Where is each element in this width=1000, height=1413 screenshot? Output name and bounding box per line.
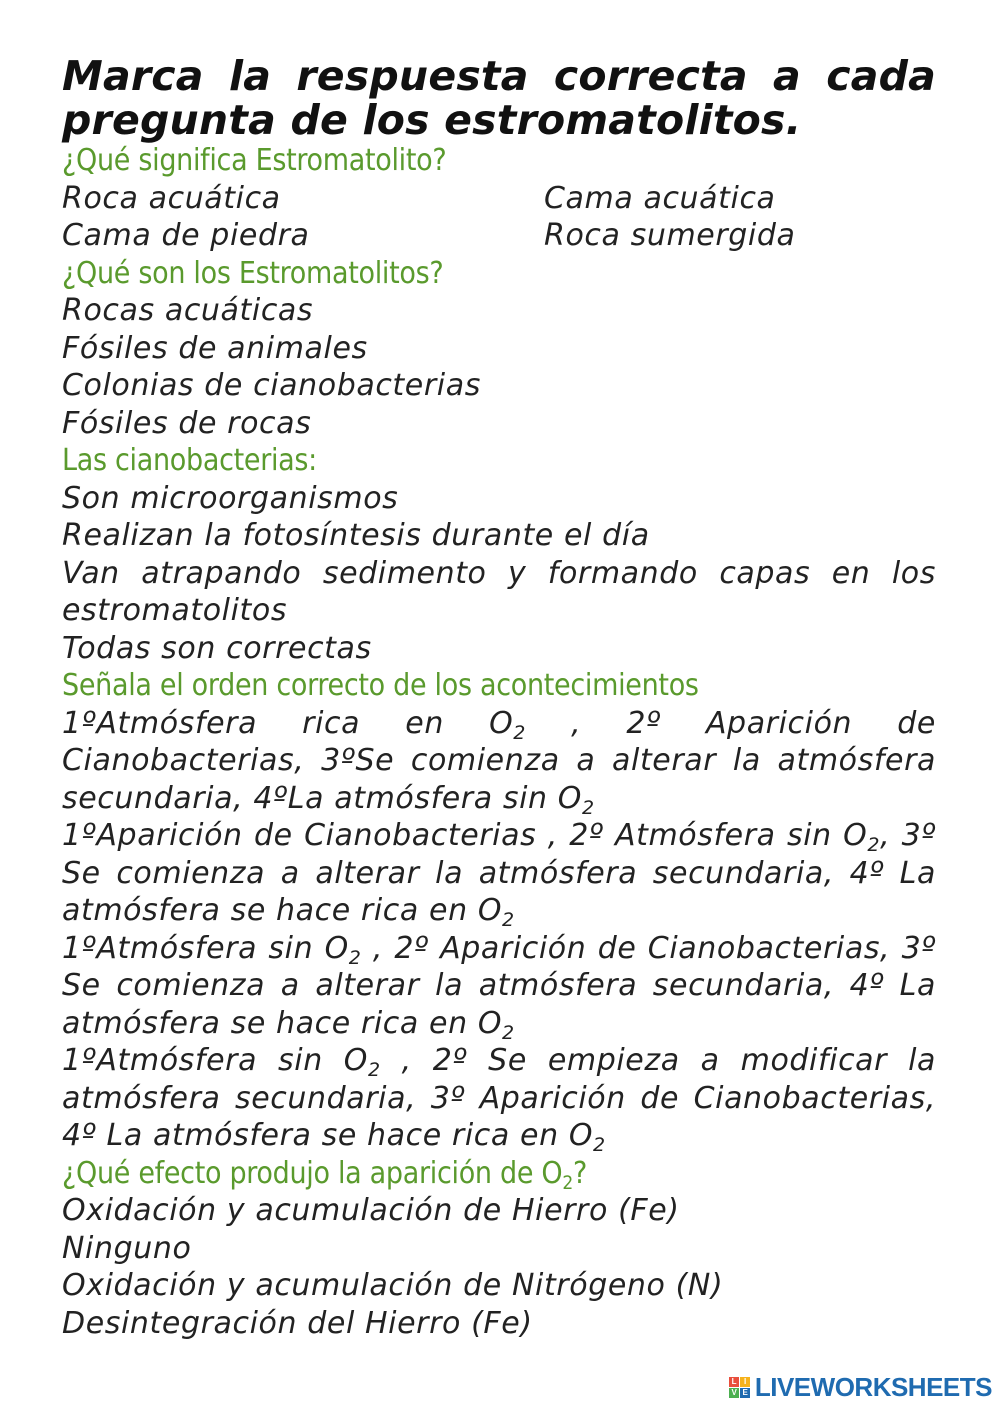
subscript-2: 2: [562, 1171, 573, 1194]
answer-option[interactable]: Desintegración del Hierro (Fe): [62, 1305, 533, 1341]
title-line-2: pregunta de los estromatolitos.: [62, 96, 802, 144]
answer-option[interactable]: Ninguno: [62, 1230, 192, 1266]
logo-cell: V: [729, 1388, 739, 1398]
answer-option[interactable]: Cama acuática: [544, 180, 776, 216]
option-text: , 2º Se empieza a modificar la atmósfera secundaria, 3º Aparición de Cianobacterias, 4º La atmósfera se hace rica en O: [62, 1043, 936, 1153]
option-text: 1ºAtmósfera sin O: [62, 930, 349, 966]
option-text: , 3º Se comienza a alterar la atmósfera secundaria, 4º La atmósfera se hace rica en O: [62, 818, 936, 928]
answer-option[interactable]: Cama de piedra: [62, 218, 310, 253]
option-text: , 2º Aparición de Cianobacterias, 3ºSe comienza a alterar la atmósfera secundaria, 4ºLa atmósfera sin O: [62, 705, 936, 816]
answer-option[interactable]: Rocas acuáticas: [62, 293, 314, 328]
subscript-2: 2: [502, 909, 515, 931]
liveworksheets-logo-icon: [729, 1377, 750, 1398]
question-block-5: [62, 1155, 936, 1343]
worksheet-title: [62, 54, 936, 142]
liveworksheets-brand-link[interactable]: [729, 1372, 992, 1403]
option-text: , 2º Aparición de Cianobacterias, 3º Se comienza a alterar la atmósfera secundaria, 4º La atmósfera se hace rica en O: [62, 930, 936, 1041]
answer-option[interactable]: [62, 817, 936, 930]
subscript-2: 2: [513, 721, 526, 744]
question-block-1: [62, 142, 936, 255]
subscript-2: 2: [368, 1059, 381, 1081]
question-5-text: [62, 1155, 936, 1193]
question-block-3: [62, 442, 936, 667]
logo-cell: I: [740, 1377, 750, 1387]
subscript-2: 2: [502, 1021, 515, 1044]
answer-option[interactable]: Realizan la fotosíntesis durante el día: [62, 518, 650, 553]
subscript-2: 2: [348, 946, 362, 969]
question-3-text: Las cianobacterias:: [62, 443, 317, 478]
answer-option[interactable]: [62, 1042, 936, 1155]
answer-option[interactable]: Colonias de cianobacterias: [62, 368, 481, 403]
answer-option[interactable]: [62, 705, 936, 818]
question-block-2: [62, 255, 936, 443]
answer-option[interactable]: Van atrapando sedimento y formando capas en los estromatolitos: [62, 555, 936, 628]
subscript-2: 2: [593, 1134, 606, 1156]
answer-option[interactable]: Roca sumergida: [544, 218, 796, 253]
question-5-suffix: ?: [572, 1155, 587, 1191]
subscript-2: 2: [867, 834, 881, 856]
answer-option[interactable]: Son microorganismos: [62, 480, 399, 516]
answer-option[interactable]: Roca acuática: [62, 180, 281, 216]
option-text: 1ºAparición de Cianobacterias , 2º Atmósfera sin O: [62, 818, 868, 853]
option-text: 1ºAtmósfera sin O: [62, 1043, 368, 1078]
answer-option[interactable]: Oxidación y acumulación de Hierro (Fe): [62, 1193, 680, 1228]
question-5-prefix: ¿Qué efecto produjo la aparición de O: [62, 1155, 563, 1191]
option-text: 1ºAtmósfera rica en O: [62, 705, 514, 741]
answer-option[interactable]: [62, 930, 936, 1043]
question-4-text: Señala el orden correcto de los acontecimientos: [62, 668, 699, 703]
question-block-4: [62, 667, 936, 1155]
title-line-1: Marca la respuesta correcta a cada: [62, 52, 936, 100]
answer-option[interactable]: Fósiles de animales: [62, 330, 368, 366]
brand-name: LIVEWORKSHEETS: [754, 1372, 992, 1402]
question-2-text: ¿Qué son los Estromatolitos?: [62, 255, 444, 291]
question-1-options: [62, 180, 936, 255]
worksheet: [62, 54, 936, 1342]
subscript-2: 2: [581, 796, 595, 819]
logo-cell: L: [729, 1377, 739, 1387]
answer-option[interactable]: Fósiles de rocas: [62, 405, 312, 441]
answer-option[interactable]: Oxidación y acumulación de Nitrógeno (N): [62, 1268, 724, 1303]
logo-cell: E: [740, 1388, 750, 1398]
question-1-text: ¿Qué significa Estromatolito?: [62, 143, 447, 178]
answer-option[interactable]: Todas son correctas: [62, 630, 372, 666]
